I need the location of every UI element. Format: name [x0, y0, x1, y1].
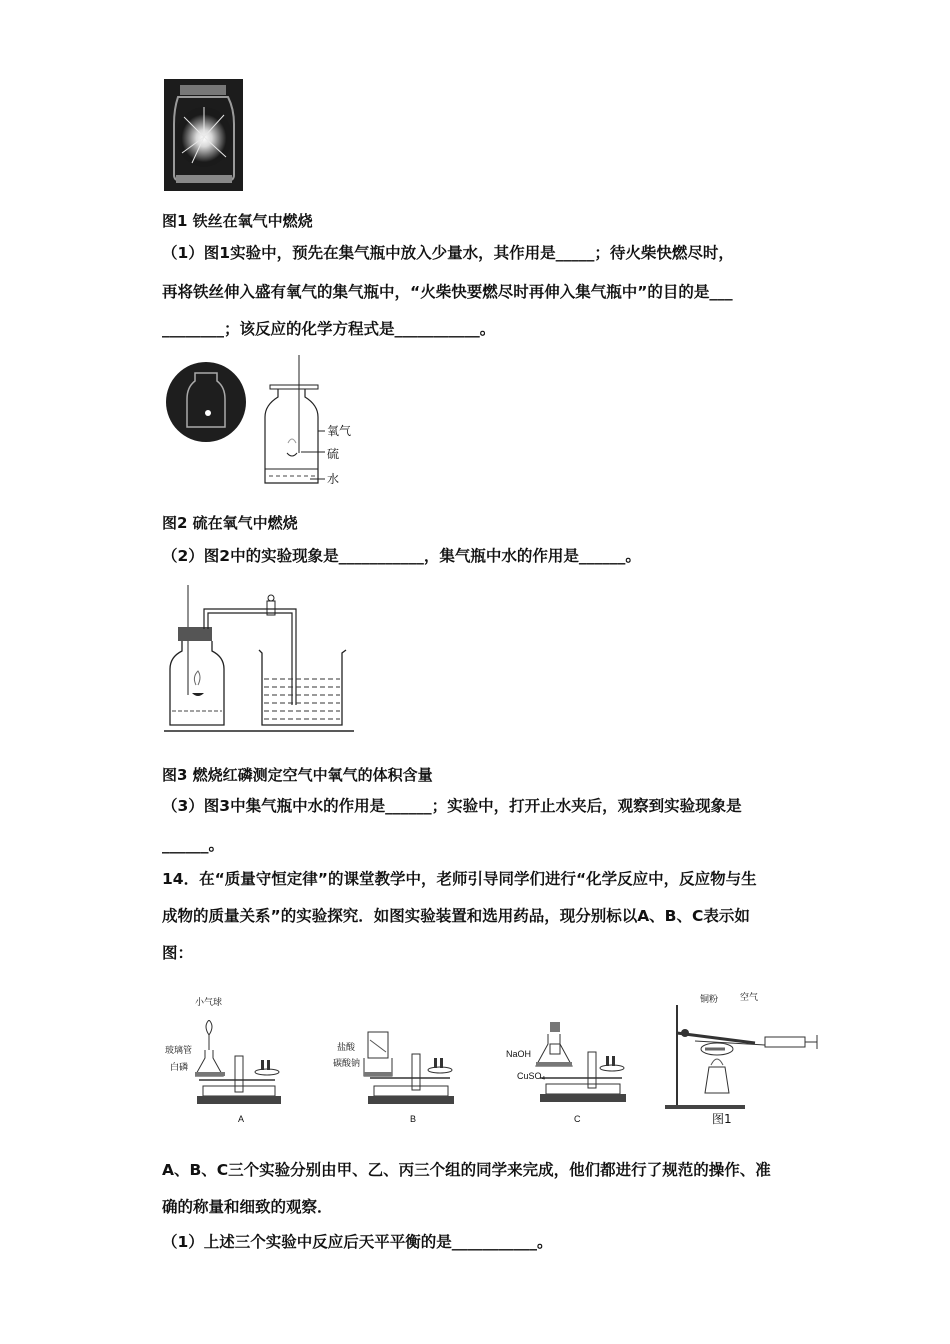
iron-burning-photo: [164, 79, 243, 191]
q1-line2: 再将铁丝伸入盛有氧气的集气瓶中，“火柴快要燃尽时再伸入集气瓶中”的目的是___: [162, 283, 733, 301]
q14-line3: 图：: [162, 944, 194, 962]
apparatus-a-balance: [195, 1020, 290, 1110]
label-b: B: [410, 1114, 417, 1124]
label-c: C: [574, 1114, 581, 1124]
q14-line2: 成物的质量关系”的实验探究．如图实验装置和选用药品，现分别标以A、B、C表示如: [162, 907, 750, 925]
phosphorus-apparatus-figure: [164, 585, 354, 735]
label-naoh: NaOH: [506, 1049, 532, 1059]
label-air: 空气: [740, 992, 759, 1002]
label-a: A: [238, 1114, 245, 1124]
q14b-sub1: （1）上述三个实验中反应后天平平衡的是___________。: [162, 1233, 553, 1251]
q14-line1: 14．在“质量守恒定律”的课堂教学中，老师引导同学们进行“化学反应中，反应物与生: [162, 870, 757, 888]
label-copper-powder: 铜粉: [700, 994, 719, 1004]
label-cuso4: CuSO₄: [517, 1071, 546, 1081]
label-figure1: 图1: [712, 1112, 732, 1126]
label-sulfur: 硫: [327, 447, 340, 461]
copper-heating-apparatus: [665, 1005, 825, 1110]
q1-line1: （1）图1实验中，预先在集气瓶中放入少量水，其作用是_____；待火柴快燃尽时，: [162, 244, 734, 262]
label-glass-tube: 玻璃管: [165, 1045, 193, 1055]
label-oxygen: 氧气: [327, 424, 352, 438]
q3-line2: ______。: [162, 836, 225, 854]
fig2-caption: 图2 硫在氧气中燃烧: [162, 514, 298, 532]
apparatus-b-balance: [360, 1030, 460, 1110]
q14b-line1: A、B、C三个实验分别由甲、乙、丙三个组的同学来完成，他们都进行了规范的操作、准: [162, 1161, 771, 1179]
label-white-phosphorus: 白磷: [170, 1062, 189, 1072]
q3-line1: （3）图3中集气瓶中水的作用是______；实验中，打开止水夹后，观察到实验现象是: [162, 797, 742, 815]
label-sodium-carbonate: 碳酸钠: [333, 1058, 361, 1068]
label-hcl: 盐酸: [337, 1042, 356, 1052]
q2-line1: （2）图2中的实验现象是___________，集气瓶中水的作用是______。: [162, 547, 641, 565]
label-water: 水: [327, 472, 340, 486]
apparatus-c-balance: [530, 1022, 630, 1110]
q14b-line2: 确的称量和细致的观察．: [162, 1198, 333, 1216]
fig1-caption: 图1 铁丝在氧气中燃烧: [162, 212, 313, 230]
fig3-caption: 图3 燃烧红磷测定空气中氧气的体积含量: [162, 766, 433, 784]
label-balloon: 小气球: [195, 997, 223, 1007]
q1-line3: ________；该反应的化学方程式是___________。: [162, 320, 496, 338]
